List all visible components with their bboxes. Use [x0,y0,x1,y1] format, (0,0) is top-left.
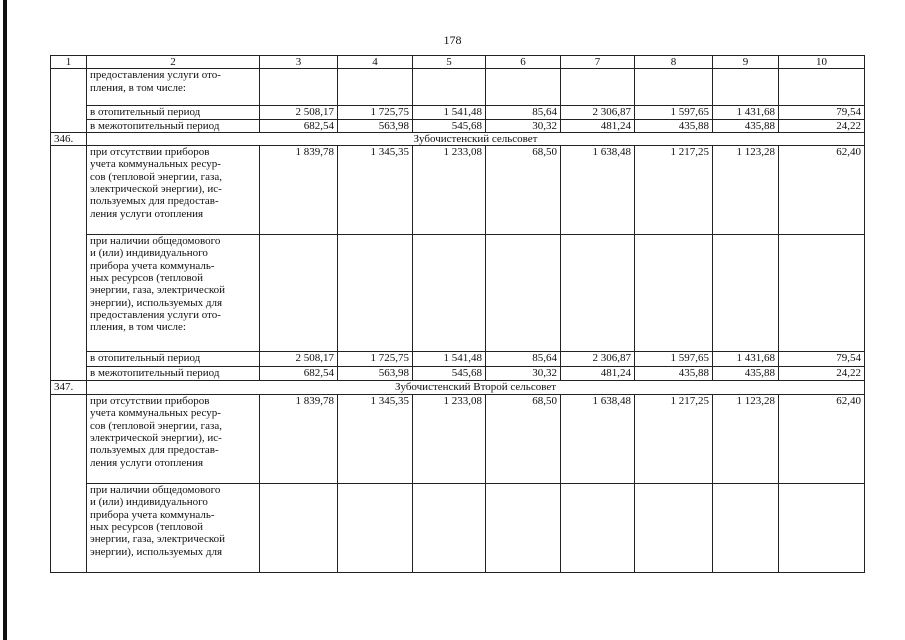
value-cell: 1 431,68 [713,106,779,119]
text-line: и (или) индивидуального [90,496,208,509]
text-line: учета коммунальных ресур- [90,158,221,171]
value-cell: 30,32 [486,119,561,132]
row-label: в межотопительный период [87,119,260,132]
table-row [51,235,865,352]
table-row [51,146,865,235]
text-line: ления услуги отопления [90,207,204,220]
row-label: в отопительный период [87,106,260,119]
row-number-cell [51,69,87,133]
text-line: электрической энергии), ис- [90,183,222,196]
value-cell: 79,54 [779,106,865,119]
section-number: 347. [51,381,87,395]
value-cell: 545,68 [413,119,486,132]
left-margin-rule [3,0,7,640]
column-header: 9 [713,56,779,69]
table-row [51,484,865,573]
value-cell: 563,98 [338,119,413,132]
value-cell [779,69,865,106]
row-label [87,146,260,235]
value-cell: 545,68 [413,367,486,381]
value-cell [338,235,413,352]
text-line: при наличии общедомового [90,235,221,248]
table-body [51,56,865,573]
value-cell: 435,88 [713,119,779,132]
text-line: сов (тепловой энергии, газа, [90,419,222,432]
value-cell: 30,32 [486,367,561,381]
table-row [51,352,865,367]
value-cell: 1 541,48 [413,106,486,119]
text-line: прибора учета коммуналь- [90,508,215,521]
column-header: 1 [51,56,87,69]
section-row [51,132,865,145]
value-cell: 1 217,25 [635,395,713,484]
text-line: электрической энергии), ис- [90,432,222,445]
text-line: при отсутствии приборов [90,146,210,159]
section-row [51,381,865,395]
value-cell [260,484,338,573]
value-cell: 2 508,17 [260,106,338,119]
value-cell: 1 123,28 [713,146,779,235]
value-cell [260,69,338,106]
section-name: Зубочистенский сельсовет [87,132,865,145]
value-cell [338,69,413,106]
value-cell: 1 345,35 [338,395,413,484]
value-cell: 1 541,48 [413,352,486,367]
value-cell: 2 306,87 [561,352,635,367]
value-cell: 2 508,17 [260,352,338,367]
value-cell [260,235,338,352]
value-cell: 1 839,78 [260,395,338,484]
value-cell: 85,64 [486,106,561,119]
value-cell: 563,98 [338,367,413,381]
row-number-cell [51,395,87,573]
text-line: при наличии общедомового [90,484,221,497]
value-cell: 481,24 [561,119,635,132]
header-row [51,56,865,69]
row-label [87,235,260,352]
value-cell [486,484,561,573]
text-line: сов (тепловой энергии, газа, [90,170,222,183]
value-cell: 1 597,65 [635,352,713,367]
value-cell: 682,54 [260,119,338,132]
value-cell: 1 345,35 [338,146,413,235]
column-header: 2 [87,56,260,69]
table-row [51,367,865,381]
text-line: энергии, газа, электрической [90,284,226,297]
text-line: предоставления услуги ото- [90,69,221,82]
table-row [51,69,865,106]
tariff-table [50,55,865,573]
text-line: энергии), используемых для [90,296,223,309]
value-cell: 435,88 [713,367,779,381]
text-line: учета коммунальных ресур- [90,407,221,420]
value-cell: 79,54 [779,352,865,367]
value-cell [413,69,486,106]
row-label: в межотопительный период [87,367,260,381]
value-cell: 68,50 [486,395,561,484]
value-cell [779,484,865,573]
row-number-cell [51,146,87,381]
value-cell: 24,22 [779,119,865,132]
page-number: 178 [443,33,462,47]
value-cell [413,235,486,352]
value-cell [561,235,635,352]
value-cell [338,484,413,573]
row-label [87,69,260,106]
value-cell: 85,64 [486,352,561,367]
text-line: при отсутствии приборов [90,395,210,408]
value-cell: 435,88 [635,367,713,381]
value-cell: 1 597,65 [635,106,713,119]
column-header: 8 [635,56,713,69]
text-line: предоставления услуги ото- [90,308,221,321]
text-line: прибора учета коммуналь- [90,259,215,272]
value-cell [561,69,635,106]
value-cell: 1 217,25 [635,146,713,235]
value-cell: 62,40 [779,146,865,235]
table-row [51,395,865,484]
value-cell: 1 123,28 [713,395,779,484]
value-cell: 435,88 [635,119,713,132]
value-cell [713,69,779,106]
text-line: пользуемых для предостав- [90,195,219,208]
text-line: пользуемых для предостав- [90,444,219,457]
table-row [51,119,865,132]
value-cell: 481,24 [561,367,635,381]
value-cell: 1 839,78 [260,146,338,235]
column-header: 5 [413,56,486,69]
row-label [87,484,260,573]
text-line: энергии), используемых для [90,545,223,558]
text-line: ных ресурсов (тепловой [90,272,203,285]
value-cell [635,69,713,106]
row-label: в отопительный период [87,352,260,367]
value-cell: 1 233,08 [413,395,486,484]
value-cell: 62,40 [779,395,865,484]
value-cell: 24,22 [779,367,865,381]
value-cell: 1 725,75 [338,352,413,367]
text-line: пления, в том числе: [90,81,186,94]
value-cell: 1 725,75 [338,106,413,119]
section-number: 346. [51,132,87,145]
value-cell: 68,50 [486,146,561,235]
value-cell: 682,54 [260,367,338,381]
value-cell [635,235,713,352]
value-cell: 1 638,48 [561,395,635,484]
value-cell [486,235,561,352]
value-cell [713,235,779,352]
text-line: ных ресурсов (тепловой [90,521,203,534]
value-cell: 1 638,48 [561,146,635,235]
value-cell [635,484,713,573]
row-label [87,395,260,484]
text-line: ления услуги отопления [90,456,204,469]
text-line: и (или) индивидуального [90,247,208,260]
value-cell: 1 431,68 [713,352,779,367]
column-header: 6 [486,56,561,69]
value-cell [561,484,635,573]
value-cell [779,235,865,352]
text-line: энергии, газа, электрической [90,533,226,546]
value-cell [413,484,486,573]
column-header: 4 [338,56,413,69]
table-row [51,106,865,119]
column-header: 3 [260,56,338,69]
text-line: пления, в том числе: [90,321,186,334]
value-cell [486,69,561,106]
section-name: Зубочистенский Второй сельсовет [87,381,865,395]
column-header: 7 [561,56,635,69]
value-cell: 2 306,87 [561,106,635,119]
column-header: 10 [779,56,865,69]
value-cell: 1 233,08 [413,146,486,235]
value-cell [713,484,779,573]
